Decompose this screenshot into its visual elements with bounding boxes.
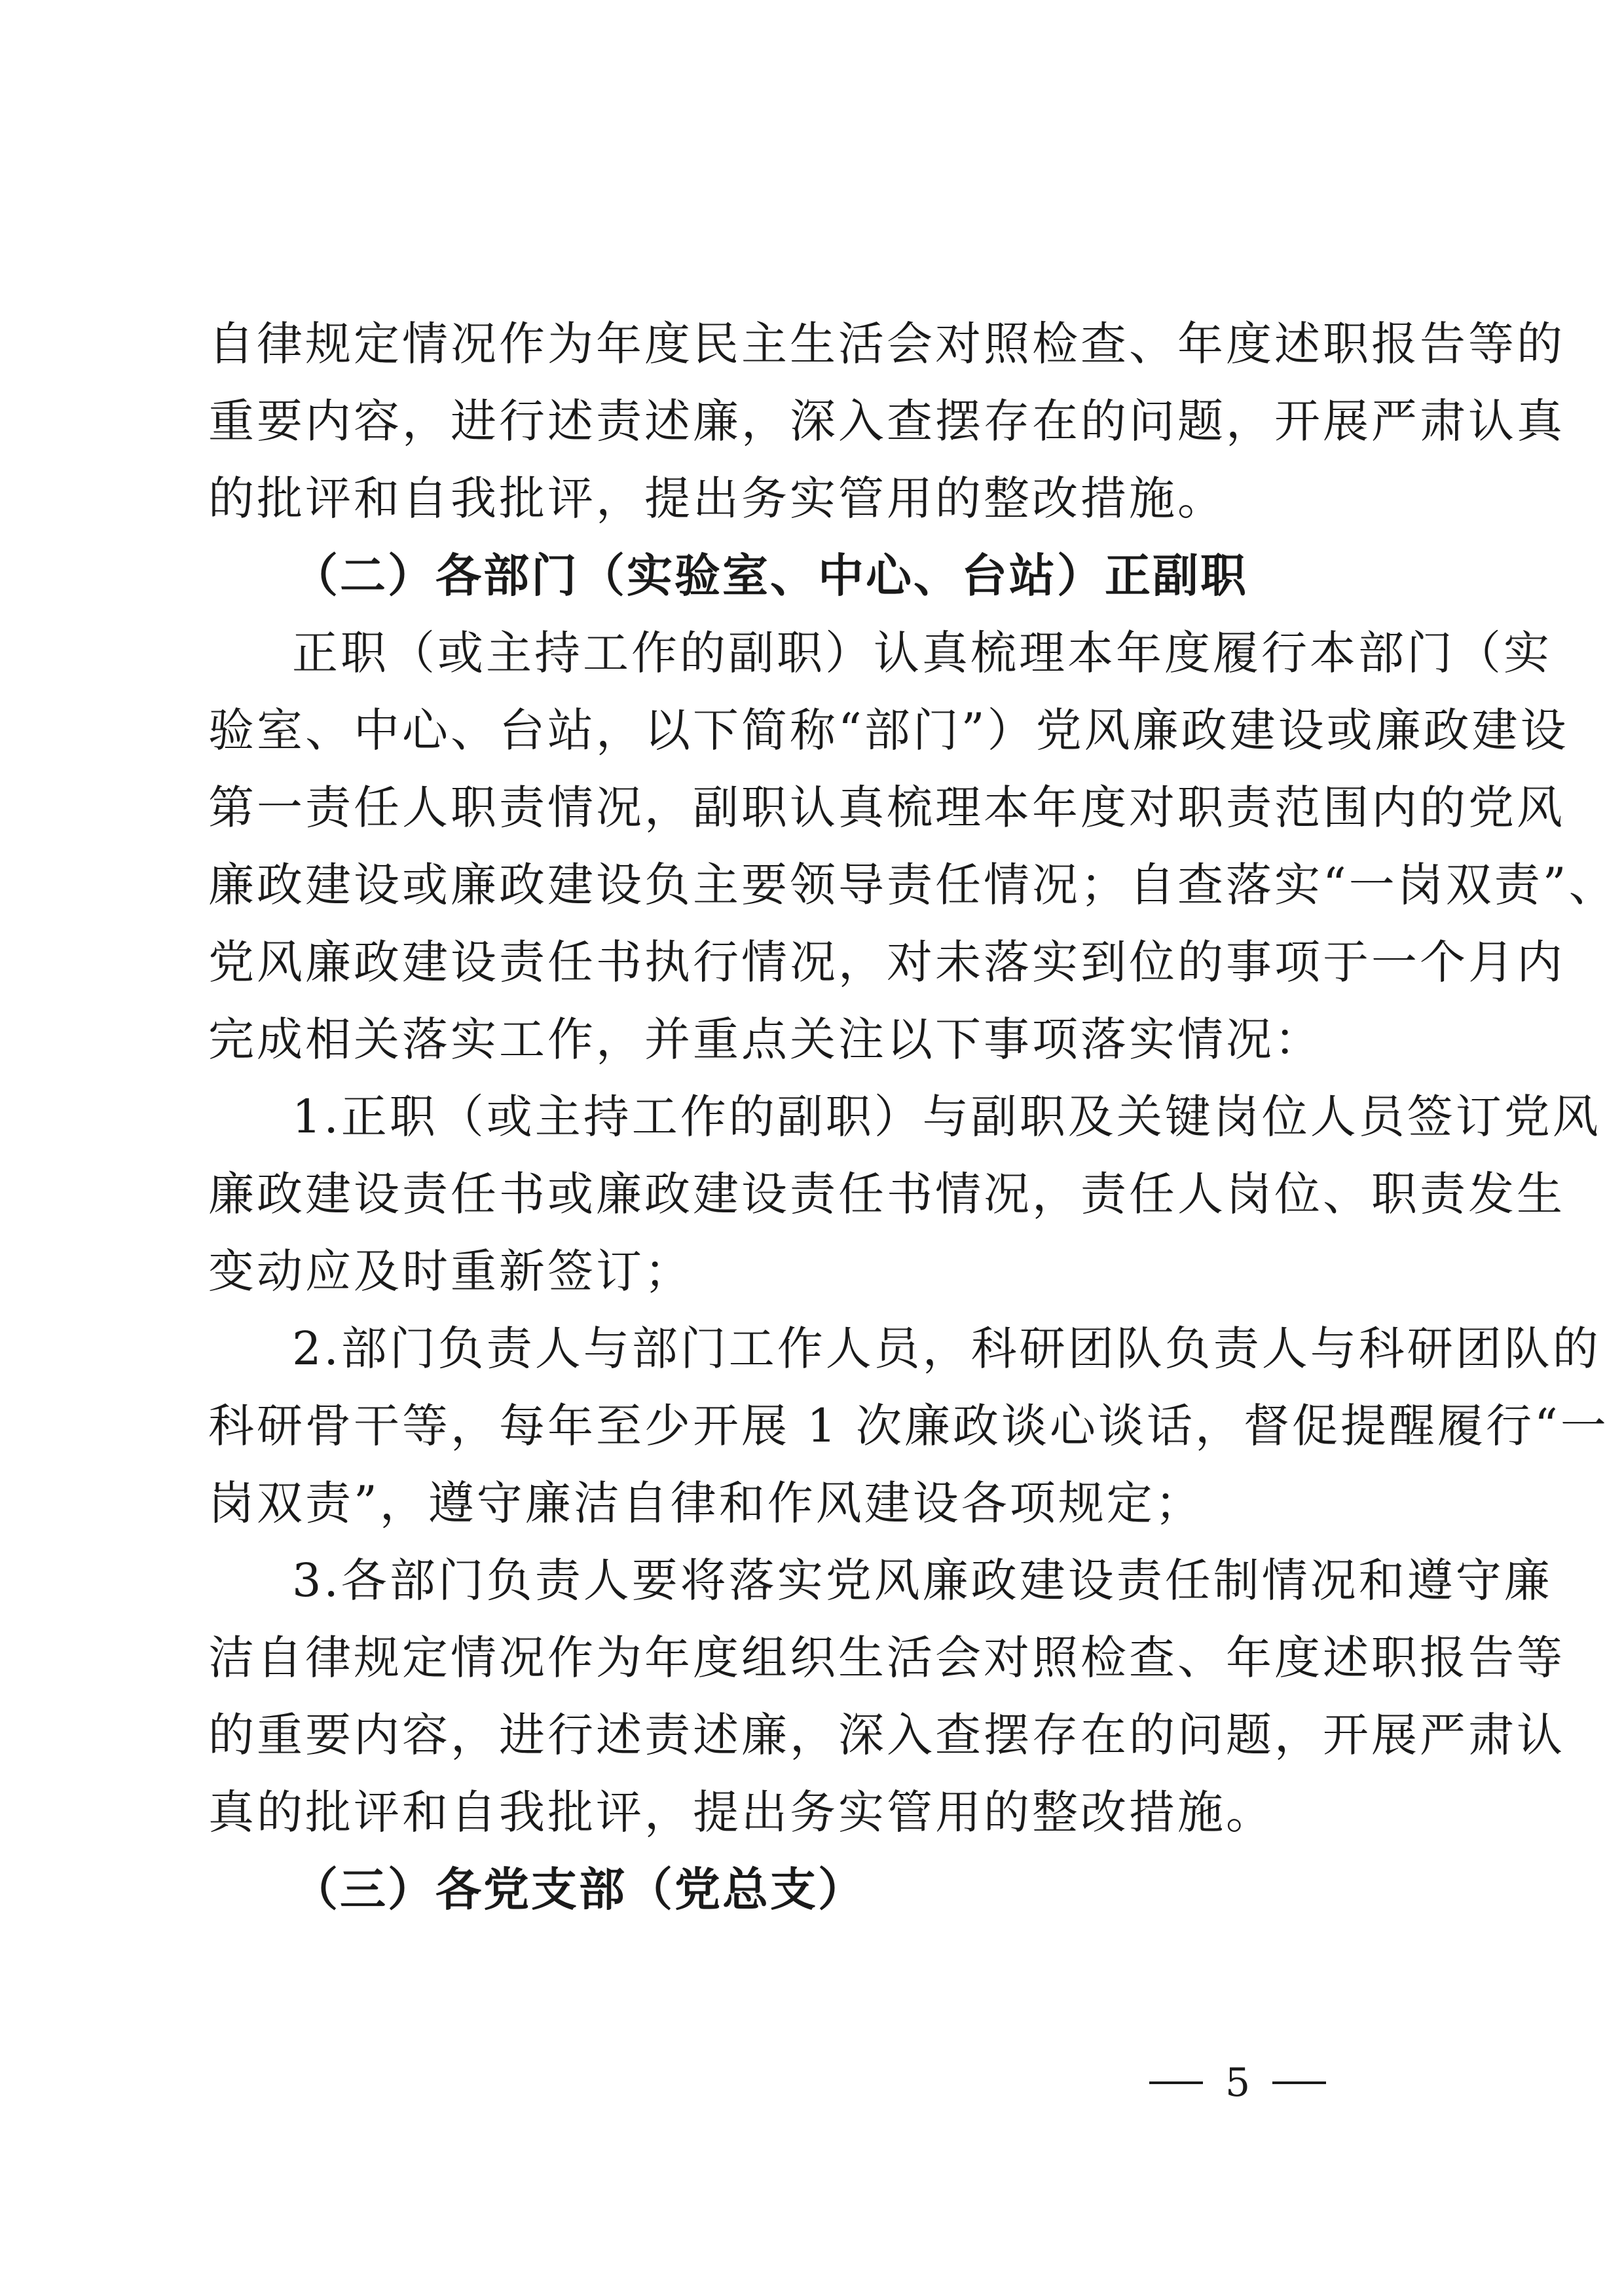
page-number-dash-right [1272, 2081, 1326, 2084]
page-number [1149, 2050, 1326, 2116]
page-number-value: 5 [1225, 2060, 1251, 2106]
paragraph-line: 验室、中心、台站，以下简称“部门”）党风廉政建设或廉政建设 [208, 703, 1569, 757]
list-item-1-line: 廉政建设责任书或廉政建设责任书情况，责任人岗位、职责发生 [208, 1167, 1565, 1221]
paragraph-line: 自律规定情况作为年度民主生活会对照检查、年度述职报告等的 [208, 317, 1565, 371]
list-item-3-line: 3.各部门负责人要将落实党风廉政建设责任制情况和遵守廉 [292, 1554, 1553, 1607]
document-body [208, 305, 1617, 1928]
list-item-2-line: 岗双责”，遵守廉洁自律和作风建设各项规定； [208, 1476, 1204, 1530]
section-heading-2: （二）各部门（实验室、中心、台站）正副职 [292, 549, 1248, 603]
paragraph-line: 第一责任人职责情况，副职认真梳理本年度对职责范围内的党风 [208, 781, 1565, 834]
list-item-3-line: 真的批评和自我批评，提出务实管用的整改措施。 [208, 1785, 1274, 1839]
list-item-2-line: 科研骨干等，每年至少开展 1 次廉政谈心谈话，督促提醒履行“一 [208, 1399, 1609, 1453]
list-item-3-line: 洁自律规定情况作为年度组织生活会对照检查、年度述职报告等 [208, 1631, 1565, 1685]
page-number-dash-left [1149, 2081, 1203, 2084]
paragraph-line: 的批评和自我批评，提出务实管用的整改措施。 [208, 472, 1226, 525]
paragraph-line: 完成相关落实工作，并重点关注以下事项落实情况： [208, 1013, 1323, 1066]
paragraph-line: 正职（或主持工作的副职）认真梳理本年度履行本部门（实 [292, 626, 1552, 680]
paragraph-line: 廉政建设或廉政建设负主要领导责任情况；自查落实“一岗双责”、 [208, 858, 1617, 912]
list-item-1-line: 变动应及时重新签订； [208, 1244, 693, 1298]
paragraph-line: 重要内容，进行述责述廉，深入查摆存在的问题，开展严肃认真 [208, 394, 1565, 448]
list-item-1-line: 1.正职（或主持工作的副职）与副职及关键岗位人员签订党风 [292, 1090, 1601, 1144]
section-heading-3: （三）各党支部（党总支） [292, 1863, 866, 1916]
list-item-2-line: 2.部门负责人与部门工作人员，科研团队负责人与科研团队的 [292, 1322, 1601, 1375]
list-item-3-line: 的重要内容，进行述责述廉，深入查摆存在的问题，开展严肃认 [208, 1708, 1565, 1762]
paragraph-line: 党风廉政建设责任书执行情况，对未落实到位的事项于一个月内 [208, 935, 1565, 989]
